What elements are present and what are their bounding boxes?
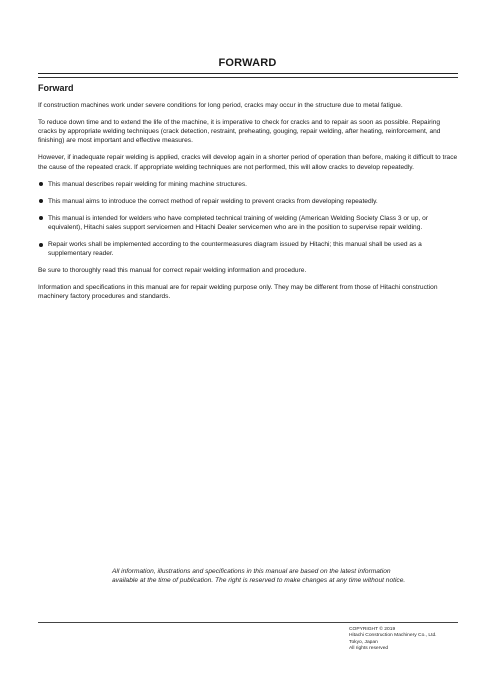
bullet-text: Repair works shall be implemented according to the countermeasures diagram issued by Hitachi; this manual shall be used as a supplementary reader.: [48, 240, 422, 258]
bullet-text: This manual describes repair welding for mining machine structures.: [48, 180, 247, 188]
paragraph-specifications: Information and specifications in this manual are for repair welding purpose only. They may be different from those of Hitachi construction machinery factory procedures and standards.: [38, 284, 438, 301]
footer-rule: [38, 622, 458, 623]
body-text: [38, 101, 458, 309]
paragraph-metal-fatigue: If construction machines work under severe conditions for long period, cracks may occur in the structure due to metal fatigue.: [38, 102, 403, 109]
copyright-location: Tokyo, Japan: [349, 639, 378, 645]
paragraph-read-manual: Be sure to thoroughly read this manual for correct repair welding information and procedure.: [38, 267, 307, 275]
bullet-icon: [39, 199, 43, 203]
bullet-item: [38, 240, 458, 258]
disclaimer: All information, illustrations and specifications in this manual are based on the latest information available at the time of publication. The right is reserved to make changes at any time without notice.: [112, 568, 406, 585]
title-rule-thin: [38, 77, 458, 78]
page-title: FORWARD: [218, 57, 277, 69]
bullet-item: [38, 180, 458, 189]
copyright-line: COPYRIGHT © 2019: [349, 627, 396, 632]
copyright-block: [349, 627, 437, 652]
bullet-text: This manual is intended for welders who have completed technical training of welding (American Welding Society Class 3 or up, or equivalent), Hitachi sales support servicemen and Hitachi Dealer servicemen who are in the position to supervise repair welding.: [48, 214, 428, 231]
bullet-icon: [39, 182, 43, 186]
bullet-icon: [39, 216, 43, 220]
bullet-icon: [39, 243, 43, 247]
title-rule-thick: [38, 73, 458, 74]
section-heading: Forward: [38, 83, 74, 93]
paragraph-inadequate-welding: However, if inadequate repair welding is applied, cracks will develop again in a shorter period of operation than before, making it difficult to trace the cause of the repeated crack. If appropriate welding techniques are not performed, this will allow cracks to develop repeatedly.: [38, 154, 458, 171]
bullet-item: [38, 197, 458, 206]
bullet-text: This manual aims to introduce the correct method of repair welding to prevent cracks from developing repeatedly.: [48, 197, 378, 205]
paragraph-reduce-downtime: To reduce down time and to extend the life of the machine, it is imperative to check for cracks and to repair as soon as possible. Repairing cracks by appropriate welding techniques (crack detection, restraint, preheating, gouging, repair welding, after heating, reinforcement, and finishing) are most important and effective measures.: [38, 119, 441, 145]
copyright-company: Hitachi Construction Machinery Co., Ltd.: [349, 633, 437, 639]
bullet-list: [38, 180, 458, 259]
copyright-rights: All rights reserved: [349, 645, 389, 651]
bullet-item: [38, 214, 458, 232]
